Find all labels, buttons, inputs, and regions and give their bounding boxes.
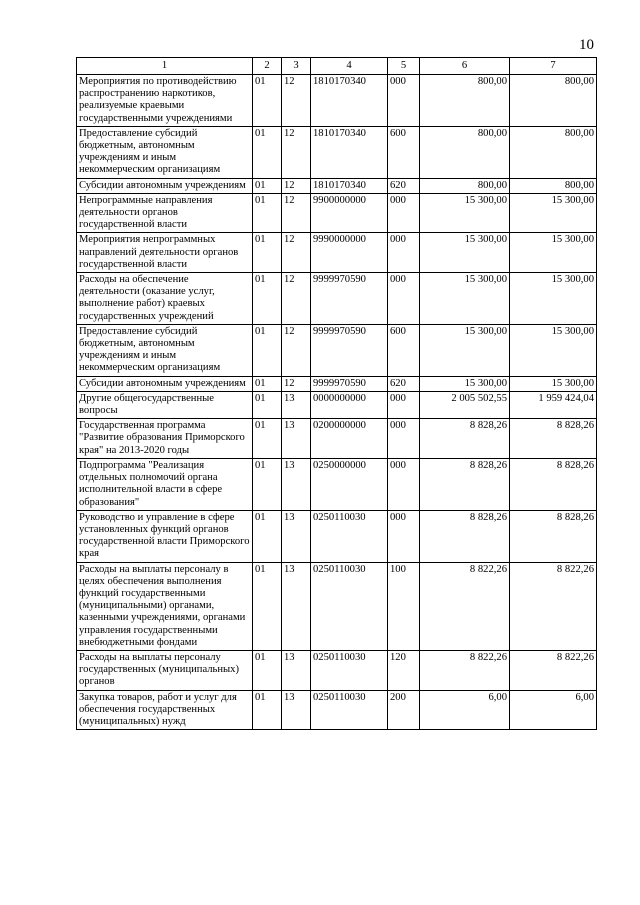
subsection-code: 12 <box>282 233 311 273</box>
amount-col-7: 800,00 <box>510 75 597 127</box>
amount-col-7: 6,00 <box>510 690 597 730</box>
amount-col-7: 8 828,26 <box>510 458 597 510</box>
row-name: Расходы на обеспечение деятельности (оказание услуг, выполнение работ) краевых государственных учреждений <box>77 273 253 325</box>
expense-type-code: 620 <box>388 376 420 391</box>
amount-col-7: 15 300,00 <box>510 324 597 376</box>
target-item-code: 0250110030 <box>311 650 388 690</box>
row-name: Государственная программа "Развитие образования Приморского края" на 2013-2020 годы <box>77 419 253 459</box>
subsection-code: 12 <box>282 126 311 178</box>
expense-type-code: 000 <box>388 458 420 510</box>
section-code: 01 <box>253 233 282 273</box>
subsection-code: 13 <box>282 510 311 562</box>
subsection-code: 12 <box>282 193 311 233</box>
target-item-code: 0250000000 <box>311 458 388 510</box>
expense-type-code: 000 <box>388 273 420 325</box>
amount-col-6: 8 828,26 <box>420 510 510 562</box>
section-code: 01 <box>253 126 282 178</box>
target-item-code: 9999970590 <box>311 273 388 325</box>
amount-col-7: 8 828,26 <box>510 510 597 562</box>
column-header-3: 3 <box>282 58 311 75</box>
amount-col-6: 15 300,00 <box>420 376 510 391</box>
row-name: Расходы на выплаты персоналу государственных (муниципальных) органов <box>77 650 253 690</box>
table-body <box>77 75 597 730</box>
subsection-code: 13 <box>282 458 311 510</box>
budget-table <box>76 57 597 730</box>
subsection-code: 13 <box>282 690 311 730</box>
table-row <box>77 510 597 562</box>
section-code: 01 <box>253 690 282 730</box>
amount-col-6: 2 005 502,55 <box>420 391 510 418</box>
target-item-code: 0250110030 <box>311 690 388 730</box>
amount-col-7: 800,00 <box>510 178 597 193</box>
section-code: 01 <box>253 178 282 193</box>
amount-col-7: 15 300,00 <box>510 273 597 325</box>
table-row <box>77 324 597 376</box>
amount-col-6: 8 822,26 <box>420 562 510 650</box>
amount-col-7: 15 300,00 <box>510 376 597 391</box>
target-item-code: 1810170340 <box>311 178 388 193</box>
table-row <box>77 126 597 178</box>
amount-col-7: 8 822,26 <box>510 562 597 650</box>
section-code: 01 <box>253 193 282 233</box>
target-item-code: 0200000000 <box>311 419 388 459</box>
subsection-code: 12 <box>282 324 311 376</box>
table-row <box>77 391 597 418</box>
amount-col-6: 8 828,26 <box>420 458 510 510</box>
section-code: 01 <box>253 458 282 510</box>
table-row <box>77 178 597 193</box>
section-code: 01 <box>253 324 282 376</box>
row-name: Мероприятия по противодействию распространению наркотиков, реализуемые краевыми государственными учреждениями <box>77 75 253 127</box>
amount-col-6: 800,00 <box>420 178 510 193</box>
amount-col-6: 15 300,00 <box>420 273 510 325</box>
row-name: Подпрограмма "Реализация отдельных полномочий органа исполнительной власти в сфере образования" <box>77 458 253 510</box>
table-row <box>77 458 597 510</box>
section-code: 01 <box>253 376 282 391</box>
section-code: 01 <box>253 562 282 650</box>
table-row <box>77 273 597 325</box>
row-name: Субсидии автономным учреждениям <box>77 376 253 391</box>
target-item-code: 0000000000 <box>311 391 388 418</box>
section-code: 01 <box>253 273 282 325</box>
expense-type-code: 200 <box>388 690 420 730</box>
row-name: Руководство и управление в сфере установленных функций органов государственной власти Приморского края <box>77 510 253 562</box>
amount-col-7: 1 959 424,04 <box>510 391 597 418</box>
subsection-code: 13 <box>282 419 311 459</box>
subsection-code: 13 <box>282 391 311 418</box>
table-row <box>77 650 597 690</box>
column-header-2: 2 <box>253 58 282 75</box>
table-row <box>77 233 597 273</box>
amount-col-7: 8 822,26 <box>510 650 597 690</box>
amount-col-7: 8 828,26 <box>510 419 597 459</box>
expense-type-code: 000 <box>388 391 420 418</box>
expense-type-code: 600 <box>388 126 420 178</box>
expense-type-code: 000 <box>388 193 420 233</box>
target-item-code: 0250110030 <box>311 562 388 650</box>
section-code: 01 <box>253 510 282 562</box>
amount-col-6: 800,00 <box>420 126 510 178</box>
row-name: Непрограммные направления деятельности органов государственной власти <box>77 193 253 233</box>
section-code: 01 <box>253 391 282 418</box>
expense-type-code: 000 <box>388 233 420 273</box>
row-name: Расходы на выплаты персоналу в целях обеспечения выполнения функций государственными (муниципальными) органами, казенными учреждениями, органами управления государственными внебюджетными фондами <box>77 562 253 650</box>
target-item-code: 9990000000 <box>311 233 388 273</box>
subsection-code: 12 <box>282 178 311 193</box>
amount-col-6: 8 822,26 <box>420 650 510 690</box>
subsection-code: 12 <box>282 376 311 391</box>
target-item-code: 1810170340 <box>311 75 388 127</box>
column-header-6: 6 <box>420 58 510 75</box>
column-header-5: 5 <box>388 58 420 75</box>
table-row <box>77 75 597 127</box>
page-number: 10 <box>579 37 594 53</box>
amount-col-7: 800,00 <box>510 126 597 178</box>
subsection-code: 13 <box>282 650 311 690</box>
target-item-code: 9900000000 <box>311 193 388 233</box>
amount-col-6: 6,00 <box>420 690 510 730</box>
table-row <box>77 562 597 650</box>
expense-type-code: 000 <box>388 419 420 459</box>
column-header-1: 1 <box>77 58 253 75</box>
row-name: Мероприятия непрограммных направлений деятельности органов государственной власти <box>77 233 253 273</box>
table-row <box>77 376 597 391</box>
amount-col-6: 15 300,00 <box>420 324 510 376</box>
expense-type-code: 000 <box>388 75 420 127</box>
expense-type-code: 100 <box>388 562 420 650</box>
target-item-code: 0250110030 <box>311 510 388 562</box>
section-code: 01 <box>253 650 282 690</box>
subsection-code: 12 <box>282 273 311 325</box>
amount-col-7: 15 300,00 <box>510 193 597 233</box>
row-name: Закупка товаров, работ и услуг для обеспечения государственных (муниципальных) нужд <box>77 690 253 730</box>
target-item-code: 1810170340 <box>311 126 388 178</box>
amount-col-6: 15 300,00 <box>420 193 510 233</box>
subsection-code: 12 <box>282 75 311 127</box>
subsection-code: 13 <box>282 562 311 650</box>
target-item-code: 9999970590 <box>311 324 388 376</box>
row-name: Другие общегосударственные вопросы <box>77 391 253 418</box>
expense-type-code: 120 <box>388 650 420 690</box>
header-row <box>77 58 597 75</box>
amount-col-7: 15 300,00 <box>510 233 597 273</box>
section-code: 01 <box>253 75 282 127</box>
table-row <box>77 419 597 459</box>
expense-type-code: 620 <box>388 178 420 193</box>
expense-type-code: 000 <box>388 510 420 562</box>
amount-col-6: 8 828,26 <box>420 419 510 459</box>
amount-col-6: 800,00 <box>420 75 510 127</box>
table-row <box>77 690 597 730</box>
table-row <box>77 193 597 233</box>
amount-col-6: 15 300,00 <box>420 233 510 273</box>
row-name: Субсидии автономным учреждениям <box>77 178 253 193</box>
target-item-code: 9999970590 <box>311 376 388 391</box>
column-header-4: 4 <box>311 58 388 75</box>
row-name: Предоставление субсидий бюджетным, автономным учреждениям и иным некоммерческим организациям <box>77 126 253 178</box>
column-header-7: 7 <box>510 58 597 75</box>
row-name: Предоставление субсидий бюджетным, автономным учреждениям и иным некоммерческим организациям <box>77 324 253 376</box>
expense-type-code: 600 <box>388 324 420 376</box>
section-code: 01 <box>253 419 282 459</box>
